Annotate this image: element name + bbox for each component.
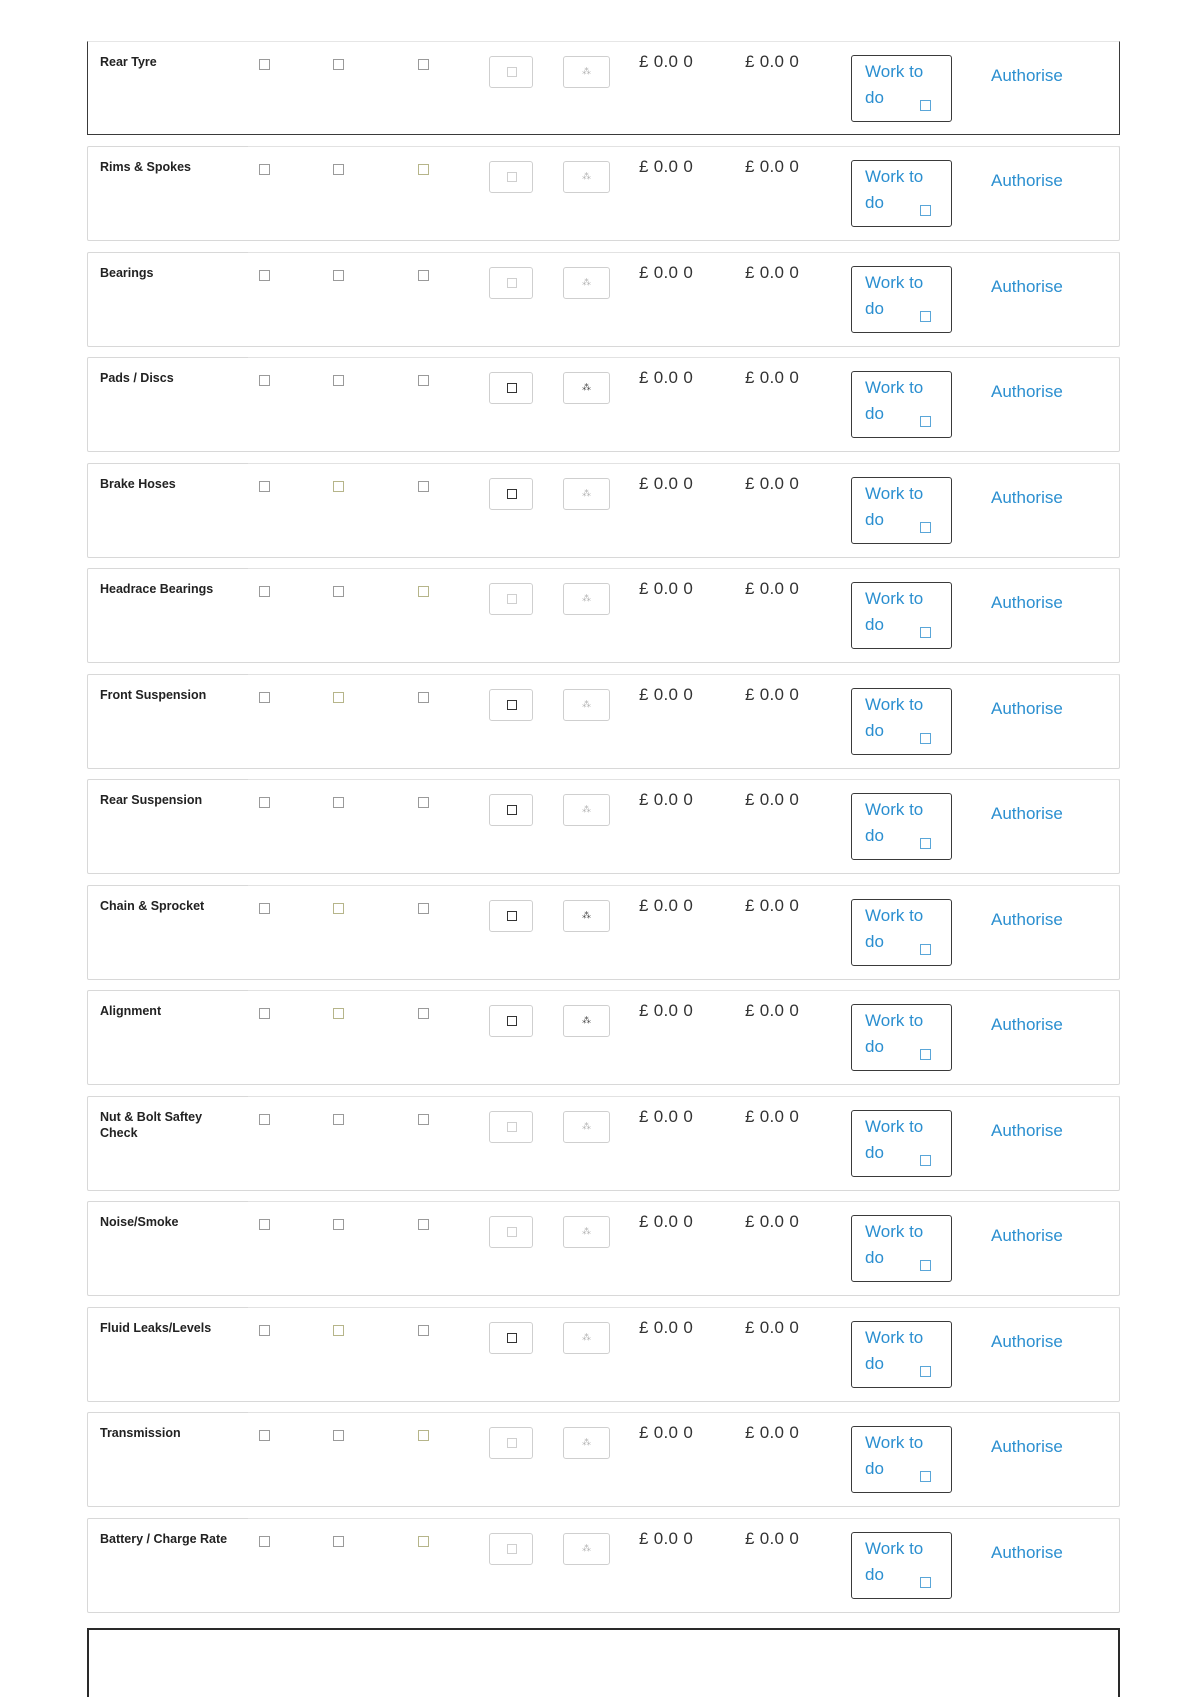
option-select[interactable]: ⁂ [563,161,610,193]
work-to-do-label: Work to [865,1538,924,1558]
quantity-input[interactable] [489,1005,533,1037]
table-row [87,568,1120,663]
row-label: Transmission [100,1426,181,1440]
authorise-link[interactable]: Authorise [991,1331,1063,1351]
check-column-3[interactable] [418,1325,429,1336]
check-column-2[interactable] [333,1219,344,1230]
row-divider [248,568,1120,569]
authorise-link[interactable]: Authorise [991,1120,1063,1140]
work-to-do-label: do [865,88,884,107]
work-to-do-toggle[interactable] [851,1215,952,1282]
price-parts: £ 0.0 0 [639,473,694,493]
price-parts: £ 0.0 0 [639,1106,694,1126]
work-to-do-label: Work to [865,1433,924,1452]
checkbox-icon [920,1155,931,1166]
price-total: £ 0.0 0 [745,1528,800,1548]
table-row [87,885,1120,980]
work-to-do-label: do [865,193,884,212]
work-to-do-label: do [865,720,884,740]
work-to-do-label: do [865,931,884,951]
row-label: Front Suspension [100,687,207,702]
work-to-do-label: Work to [865,1116,924,1136]
authorise-link[interactable]: Authorise [991,1015,1063,1034]
checkbox-icon [507,1227,517,1237]
quantity-input[interactable] [489,794,533,826]
check-column-3[interactable] [418,903,429,914]
work-to-do-toggle[interactable] [851,899,952,966]
price-parts: £ 0.0 0 [639,790,694,809]
option-select[interactable]: ⁂ [563,794,610,826]
price-parts: £ 0.0 0 [639,52,694,71]
check-column-2[interactable] [333,270,344,281]
price-total: £ 0.0 0 [745,262,800,282]
price-total: £ 0.0 0 [745,579,800,598]
quantity-input[interactable] [489,161,533,193]
checkbox-icon [920,1471,931,1482]
check-column-3[interactable] [418,481,429,492]
row-label: Rear Suspension [100,793,203,807]
checkbox-icon [920,627,931,638]
check-column-1[interactable] [259,1325,270,1336]
work-to-do-toggle[interactable] [851,1426,952,1493]
row-divider [248,1201,1120,1202]
checkbox-icon [920,838,931,849]
row-divider [248,357,1120,358]
option-select[interactable]: ⁂ [563,1216,610,1248]
checkbox-icon [507,489,517,499]
work-to-do-toggle[interactable] [851,371,952,438]
authorise-link[interactable]: Authorise [991,171,1063,190]
price-total: £ 0.0 0 [745,1423,800,1442]
row-divider [248,1096,1120,1097]
price-parts: £ 0.0 0 [639,1212,694,1231]
work-to-do-label: Work to [865,272,924,292]
row-label: Alignment [100,1004,162,1018]
price-total: £ 0.0 0 [745,473,800,493]
checkbox-icon [507,1016,517,1026]
checkbox-icon [507,67,517,77]
option-select[interactable]: ⁂ [563,56,610,88]
work-to-do-toggle[interactable] [851,1532,952,1599]
price-parts: £ 0.0 0 [639,157,694,176]
option-select[interactable]: ⁂ [563,1322,610,1354]
check-column-3[interactable] [418,270,429,281]
check-column-1[interactable] [259,1114,270,1125]
table-row [87,779,1120,874]
price-parts: £ 0.0 0 [639,262,694,282]
work-to-do-label: Work to [865,1011,924,1030]
table-row [87,357,1120,452]
check-column-2[interactable] [333,164,344,175]
checkbox-icon [920,1260,931,1271]
check-column-2[interactable] [333,1430,344,1441]
check-column-1[interactable] [259,797,270,808]
quantity-input[interactable] [489,900,533,932]
row-divider [248,252,1120,253]
check-column-2[interactable] [333,797,344,808]
option-select[interactable]: ⁂ [563,689,610,721]
check-column-1[interactable] [259,481,270,492]
check-column-3[interactable] [418,1114,429,1125]
row-divider [248,1412,1120,1413]
work-to-do-toggle[interactable] [851,55,952,122]
check-column-1[interactable] [259,692,270,703]
checkbox-icon [507,911,517,921]
footer-box [87,1628,1120,1697]
work-to-do-label: Work to [865,62,924,81]
check-column-1[interactable] [259,1008,270,1019]
authorise-link[interactable]: Authorise [991,804,1063,823]
table-row [87,41,1120,135]
checkbox-icon [920,311,931,322]
price-total: £ 0.0 0 [745,1001,800,1020]
price-parts: £ 0.0 0 [639,1317,694,1337]
table-row [87,990,1120,1085]
quantity-input[interactable] [489,372,533,404]
check-column-2[interactable] [333,1325,344,1336]
price-parts: £ 0.0 0 [639,1423,694,1442]
work-to-do-label: Work to [865,589,924,608]
work-to-do-label: do [865,826,884,845]
work-to-do-label: do [865,1564,884,1584]
checkbox-icon [507,383,517,393]
option-select[interactable]: ⁂ [563,1111,610,1143]
check-column-2[interactable] [333,586,344,597]
quantity-input[interactable] [489,478,533,510]
row-divider [248,1518,1120,1519]
row-label: Chain & Sprocket [100,898,205,913]
price-total: £ 0.0 0 [745,895,800,915]
work-to-do-label: do [865,1142,884,1162]
row-divider [248,146,1120,147]
work-to-do-toggle[interactable] [851,688,952,755]
work-to-do-label: do [865,1353,884,1373]
price-parts: £ 0.0 0 [639,368,694,387]
check-column-2[interactable] [333,1114,344,1125]
price-total: £ 0.0 0 [745,157,800,176]
check-column-3[interactable] [418,1536,429,1547]
work-to-do-label: Work to [865,1327,924,1347]
work-to-do-label: do [865,404,884,423]
authorise-link[interactable]: Authorise [991,1226,1063,1245]
price-total: £ 0.0 0 [745,368,800,387]
work-to-do-label: Work to [865,378,924,397]
check-column-3[interactable] [418,59,429,70]
work-to-do-label: do [865,1037,884,1056]
checkbox-icon [507,1438,517,1448]
checkbox-icon [920,1366,931,1377]
check-column-1[interactable] [259,903,270,914]
checkbox-icon [920,1577,931,1588]
table-row [87,146,1120,241]
row-divider [248,463,1120,464]
work-to-do-label: Work to [865,1222,924,1241]
row-divider [248,674,1120,675]
check-column-1[interactable] [259,164,270,175]
quantity-input[interactable] [489,1533,533,1565]
price-parts: £ 0.0 0 [639,1001,694,1020]
work-to-do-label: Work to [865,694,924,714]
row-label: Pads / Discs [100,371,174,385]
work-to-do-toggle[interactable] [851,266,952,333]
checkbox-icon [507,594,517,604]
check-column-1[interactable] [259,1219,270,1230]
option-select[interactable]: ⁂ [563,1005,610,1037]
row-label: Nut & Bolt Saftey Check [100,1109,203,1140]
checkbox-icon [507,1122,517,1132]
work-to-do-label: Work to [865,483,924,503]
table-row [87,1518,1120,1613]
quantity-input[interactable] [489,1111,533,1143]
authorise-link[interactable]: Authorise [991,909,1063,929]
row-label: Battery / Charge Rate [100,1531,228,1546]
row-label: Bearings [100,265,154,280]
check-column-3[interactable] [418,1008,429,1019]
work-to-do-toggle[interactable] [851,582,952,649]
row-divider [248,885,1120,886]
price-total: £ 0.0 0 [745,1106,800,1126]
checkbox-icon [920,416,931,427]
table-row [87,1201,1120,1296]
quantity-input[interactable] [489,56,533,88]
check-column-3[interactable] [418,1430,429,1441]
check-column-3[interactable] [418,692,429,703]
quantity-input[interactable] [489,1216,533,1248]
check-column-2[interactable] [333,59,344,70]
checkbox-icon [920,944,931,955]
table-row [87,674,1120,769]
table-row [87,252,1120,347]
row-label: Fluid Leaks/Levels [100,1320,212,1335]
work-to-do-label: Work to [865,167,924,186]
table-row [87,1096,1120,1191]
option-select[interactable]: ⁂ [563,583,610,615]
work-to-do-label: do [865,1459,884,1478]
work-to-do-toggle[interactable] [851,1110,952,1177]
checkbox-icon [507,700,517,710]
row-label: Headrace Bearings [100,582,214,596]
authorise-link[interactable]: Authorise [991,1437,1063,1456]
option-select[interactable]: ⁂ [563,372,610,404]
check-column-2[interactable] [333,903,344,914]
checkbox-icon [507,1544,517,1554]
work-to-do-label: Work to [865,905,924,925]
work-to-do-label: do [865,509,884,529]
work-to-do-label: do [865,298,884,318]
checkbox-icon [920,522,931,533]
price-total: £ 0.0 0 [745,790,800,809]
quantity-input[interactable] [489,267,533,299]
work-to-do-toggle[interactable] [851,793,952,860]
checkbox-icon [920,100,931,111]
row-label: Brake Hoses [100,476,176,491]
authorise-link[interactable]: Authorise [991,276,1063,296]
work-to-do-toggle[interactable] [851,1321,952,1388]
check-column-2[interactable] [333,1008,344,1019]
work-to-do-toggle[interactable] [851,1004,952,1071]
check-column-1[interactable] [259,375,270,386]
check-column-2[interactable] [333,692,344,703]
authorise-link[interactable]: Authorise [991,698,1063,718]
check-column-2[interactable] [333,1536,344,1547]
check-column-3[interactable] [418,164,429,175]
checkbox-icon [920,1049,931,1060]
row-label: Noise/Smoke [100,1215,179,1229]
work-to-do-label: Work to [865,800,924,819]
check-column-3[interactable] [418,1219,429,1230]
row-divider [248,990,1120,991]
check-column-1[interactable] [259,59,270,70]
check-column-3[interactable] [418,586,429,597]
price-total: £ 0.0 0 [745,1317,800,1337]
work-to-do-toggle[interactable] [851,477,952,544]
check-column-2[interactable] [333,481,344,492]
quantity-input[interactable] [489,689,533,721]
row-label: Rear Tyre [100,55,157,69]
table-row [87,463,1120,558]
check-column-3[interactable] [418,797,429,808]
price-total: £ 0.0 0 [745,52,800,71]
check-column-1[interactable] [259,270,270,281]
checkbox-icon [507,805,517,815]
checkbox-icon [507,1333,517,1343]
row-divider [248,779,1120,780]
check-column-1[interactable] [259,1430,270,1441]
work-to-do-label: do [865,615,884,634]
checkbox-icon [507,172,517,182]
work-to-do-label: do [865,1248,884,1267]
table-row [87,1412,1120,1507]
check-column-1[interactable] [259,586,270,597]
check-column-1[interactable] [259,1536,270,1547]
price-total: £ 0.0 0 [745,1212,800,1231]
option-select[interactable]: ⁂ [563,900,610,932]
work-to-do-toggle[interactable] [851,160,952,227]
check-column-2[interactable] [333,375,344,386]
checkbox-icon [920,733,931,744]
row-label: Rims & Spokes [100,160,192,174]
price-parts: £ 0.0 0 [639,684,694,704]
table-row [87,1307,1120,1402]
price-parts: £ 0.0 0 [639,1528,694,1548]
checkbox-icon [920,205,931,216]
price-parts: £ 0.0 0 [639,579,694,598]
quantity-input[interactable] [489,1427,533,1459]
quantity-input[interactable] [489,1322,533,1354]
option-select[interactable]: ⁂ [563,1533,610,1565]
option-select[interactable]: ⁂ [563,1427,610,1459]
checkbox-icon [507,278,517,288]
authorise-link[interactable]: Authorise [991,487,1063,507]
authorise-link[interactable]: Authorise [991,66,1063,85]
price-parts: £ 0.0 0 [639,895,694,915]
quantity-input[interactable] [489,583,533,615]
authorise-link[interactable]: Authorise [991,382,1063,401]
row-divider [248,1307,1120,1308]
check-column-3[interactable] [418,375,429,386]
price-total: £ 0.0 0 [745,684,800,704]
option-select[interactable]: ⁂ [563,478,610,510]
authorise-link[interactable]: Authorise [991,1542,1063,1562]
option-select[interactable]: ⁂ [563,267,610,299]
authorise-link[interactable]: Authorise [991,593,1063,612]
